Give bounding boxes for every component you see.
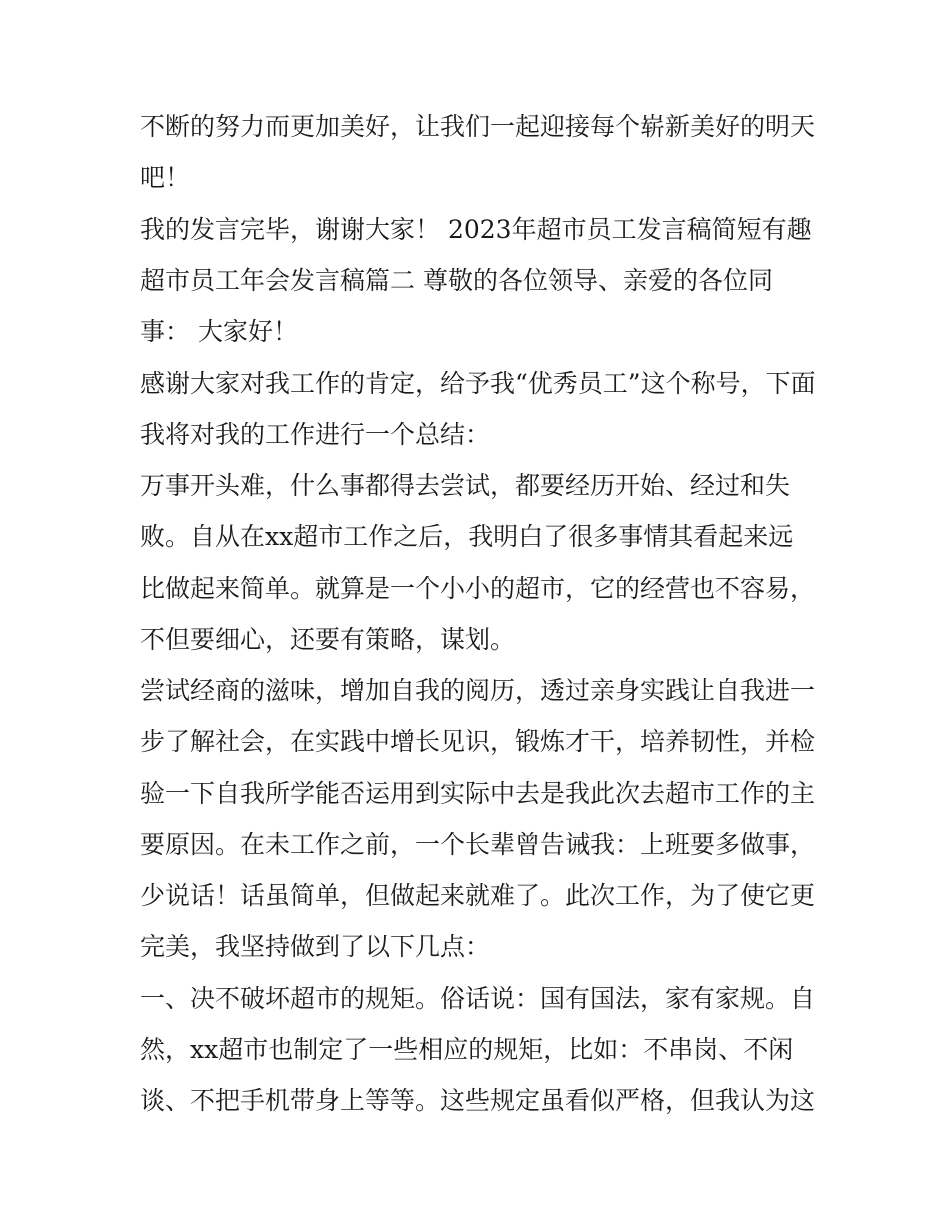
text-line: 超市员工年会发言稿篇二 尊敬的各位领导、亲爱的各位同 — [140, 266, 773, 295]
text-line: 败。自从在xx超市工作之后，我明白了很多事情其看起来远 — [140, 522, 794, 551]
text-line: 尝试经商的滋味，增加自我的阅历，透过亲身实践让自我进一 — [140, 676, 816, 705]
text-line: 我的发言完毕，谢谢大家！ 2023年超市员工发言稿简短有趣 — [140, 215, 812, 244]
text-line: 要原因。在未工作之前，一个长辈曾告诫我：上班要多做事， — [140, 830, 816, 859]
text-line: 验一下自我所学能否运用到实际中去是我此次去超市工作的主 — [140, 779, 816, 808]
text-line: 感谢大家对我工作的肯定，给予我“优秀员工”这个称号，下面 — [140, 369, 816, 398]
text-line: 然，xx超市也制定了一些相应的规矩，比如：不串岗、不闲 — [140, 1035, 794, 1064]
text-line: 少说话！话虽简单，但做起来就难了。此次工作，为了使它更 — [140, 881, 816, 910]
text-line: 不断的努力而更加美好，让我们一起迎接每个崭新美好的明天 — [140, 112, 816, 141]
text-line: 步了解社会，在实践中增长见识，锻炼才干，培养韧性，并检 — [140, 727, 816, 756]
text-line: 比做起来简单。就算是一个小小的超市，它的经营也不容易， — [140, 574, 816, 603]
text-line: 事： 大家好！ — [140, 317, 298, 346]
text-line: 我将对我的工作进行一个总结： — [140, 420, 491, 449]
text-line: 不但要细心，还要有策略，谋划。 — [140, 625, 516, 654]
text-line: 谈、不把手机带身上等等。这些规定虽看似严格，但我认为这 — [140, 1086, 816, 1115]
text-line: 吧！ — [140, 163, 191, 192]
text-line: 万事开头难，什么事都得去尝试，都要经历开始、经过和失 — [140, 471, 791, 500]
text-line: 完美，我坚持做到了以下几点： — [140, 932, 491, 961]
text-line: 一、决不破坏超市的规矩。俗话说：国有国法，家有家规。自 — [140, 984, 816, 1013]
